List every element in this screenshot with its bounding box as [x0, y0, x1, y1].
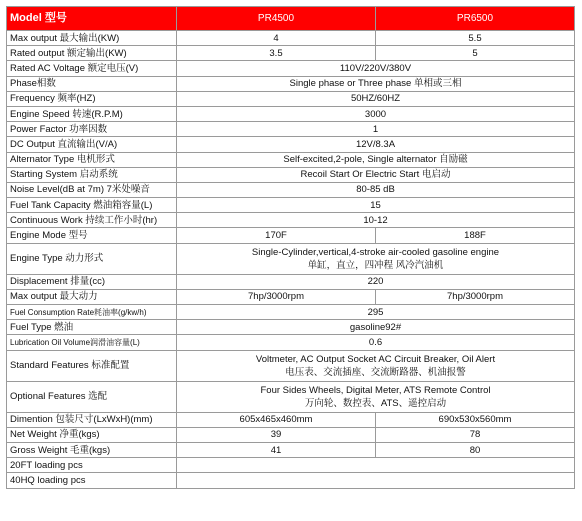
spec-value-line: Single-Cylinder,vertical,4-stroke air-cooled gasoline engine	[251, 246, 500, 258]
spec-value-pr4500: 41	[177, 442, 376, 457]
spec-row	[7, 458, 575, 473]
spec-row	[7, 213, 575, 228]
spec-label: Lubrication Oil Volume润滑油容量(L)	[7, 335, 177, 350]
header-model-pr4500: PR4500	[177, 7, 376, 31]
spec-label: Rated output 额定输出(KW)	[7, 46, 177, 61]
spec-label: Frequency 频率(HZ)	[7, 91, 177, 106]
spec-row	[7, 106, 575, 121]
spec-value-line: 电压表、交流插座、交流断路器、机油报警	[285, 366, 466, 378]
spec-value-merged: 80-85 dB	[177, 182, 575, 197]
spec-value-merged	[177, 350, 575, 381]
spec-row	[7, 152, 575, 167]
spec-value-merged: 10-12	[177, 213, 575, 228]
spec-row	[7, 381, 575, 412]
spec-row	[7, 31, 575, 46]
spec-row	[7, 412, 575, 427]
spec-value-merged: 50HZ/60HZ	[177, 91, 575, 106]
spec-table	[6, 6, 575, 489]
spec-label: Rated AC Voltage 额定电压(V)	[7, 61, 177, 76]
spec-row	[7, 442, 575, 457]
header-row	[7, 7, 575, 31]
spec-value-merged: 295	[177, 305, 575, 320]
spec-value-merged: gasoline92#	[177, 320, 575, 335]
spec-value-merged: 3000	[177, 106, 575, 121]
spec-value-merged: 1	[177, 122, 575, 137]
spec-label: Fuel Consumption Rate耗油率(g/kw/h)	[7, 305, 177, 320]
spec-row	[7, 91, 575, 106]
spec-label: Noise Level(dB at 7m) 7米处噪音	[7, 182, 177, 197]
spec-value-merged: Single phase or Three phase 单相或三相	[177, 76, 575, 91]
spec-label: Engine Type 动力形式	[7, 243, 177, 274]
spec-label: Engine Mode 型号	[7, 228, 177, 243]
spec-label: Continuous Work 持续工作小时(hr)	[7, 213, 177, 228]
spec-row	[7, 350, 575, 381]
spec-row	[7, 228, 575, 243]
spec-value-pr6500: 7hp/3000rpm	[376, 289, 575, 304]
spec-row	[7, 289, 575, 304]
spec-value-pr6500: 78	[376, 427, 575, 442]
spec-row	[7, 76, 575, 91]
spec-value-line: Four Sides Wheels, Digital Meter, ATS Remote Control	[260, 384, 491, 396]
spec-label: 40HQ loading pcs	[7, 473, 177, 488]
spec-value-pr6500: 188F	[376, 228, 575, 243]
spec-value-pr4500: 4	[177, 31, 376, 46]
spec-row	[7, 198, 575, 213]
spec-row	[7, 320, 575, 335]
spec-value-pr6500: 690x530x560mm	[376, 412, 575, 427]
spec-row	[7, 427, 575, 442]
spec-value-merged: 220	[177, 274, 575, 289]
spec-value-merged: Recoil Start Or Electric Start 电启动	[177, 167, 575, 182]
spec-label: Net Weight 净重(kgs)	[7, 427, 177, 442]
spec-label: DC Output 直流输出(V/A)	[7, 137, 177, 152]
spec-value-line: 万向轮、数控表、ATS、遥控启动	[304, 397, 447, 409]
spec-label: Max output 最大输出(KW)	[7, 31, 177, 46]
spec-label: Power Factor 功率因数	[7, 122, 177, 137]
spec-row	[7, 473, 575, 488]
spec-value-pr4500: 39	[177, 427, 376, 442]
spec-value-merged	[177, 243, 575, 274]
spec-label: Standard Features 标准配置	[7, 350, 177, 381]
spec-row	[7, 137, 575, 152]
spec-label: Optional Features 选配	[7, 381, 177, 412]
spec-value-pr4500: 605x465x460mm	[177, 412, 376, 427]
spec-value-merged: 15	[177, 198, 575, 213]
spec-value-line: 单缸，直立，四冲程 风冷汽油机	[307, 259, 444, 271]
spec-value-merged: 12V/8.3A	[177, 137, 575, 152]
spec-label: 20FT loading pcs	[7, 458, 177, 473]
spec-value-pr6500: 5.5	[376, 31, 575, 46]
spec-label: Engine Speed 转速(R.P.M)	[7, 106, 177, 121]
spec-value-merged	[177, 473, 575, 488]
spec-row	[7, 274, 575, 289]
spec-row	[7, 122, 575, 137]
spec-label: Starting System 启动系统	[7, 167, 177, 182]
spec-value-line: Voltmeter, AC Output Socket AC Circuit Breaker, Oil Alert	[255, 353, 496, 365]
spec-value-merged	[177, 458, 575, 473]
spec-row	[7, 167, 575, 182]
spec-label: Phase相数	[7, 76, 177, 91]
spec-value-pr4500: 170F	[177, 228, 376, 243]
spec-label: Fuel Type 燃油	[7, 320, 177, 335]
spec-row	[7, 46, 575, 61]
spec-label: Fuel Tank Capacity 燃油箱容量(L)	[7, 198, 177, 213]
spec-row	[7, 243, 575, 274]
header-model-pr6500: PR6500	[376, 7, 575, 31]
spec-value-pr6500: 5	[376, 46, 575, 61]
spec-label: Dimention 包装尺寸(LxWxH)(mm)	[7, 412, 177, 427]
header-model-label: Model 型号	[7, 7, 177, 31]
spec-label: Max output 最大动力	[7, 289, 177, 304]
spec-value-pr4500: 3.5	[177, 46, 376, 61]
spec-sheet	[6, 6, 574, 489]
spec-value-merged: 0.6	[177, 335, 575, 350]
spec-table-body	[7, 7, 575, 489]
spec-label: Displacement 排量(cc)	[7, 274, 177, 289]
spec-value-merged: Self-excited,2-pole, Single alternator 自励磁	[177, 152, 575, 167]
spec-label: Alternator Type 电机形式	[7, 152, 177, 167]
spec-value-merged	[177, 381, 575, 412]
spec-value-pr6500: 80	[376, 442, 575, 457]
spec-value-merged: 110V/220V/380V	[177, 61, 575, 76]
spec-value-pr4500: 7hp/3000rpm	[177, 289, 376, 304]
spec-row	[7, 335, 575, 350]
spec-label: Gross Weight 毛重(kgs)	[7, 442, 177, 457]
spec-row	[7, 305, 575, 320]
spec-row	[7, 61, 575, 76]
spec-row	[7, 182, 575, 197]
